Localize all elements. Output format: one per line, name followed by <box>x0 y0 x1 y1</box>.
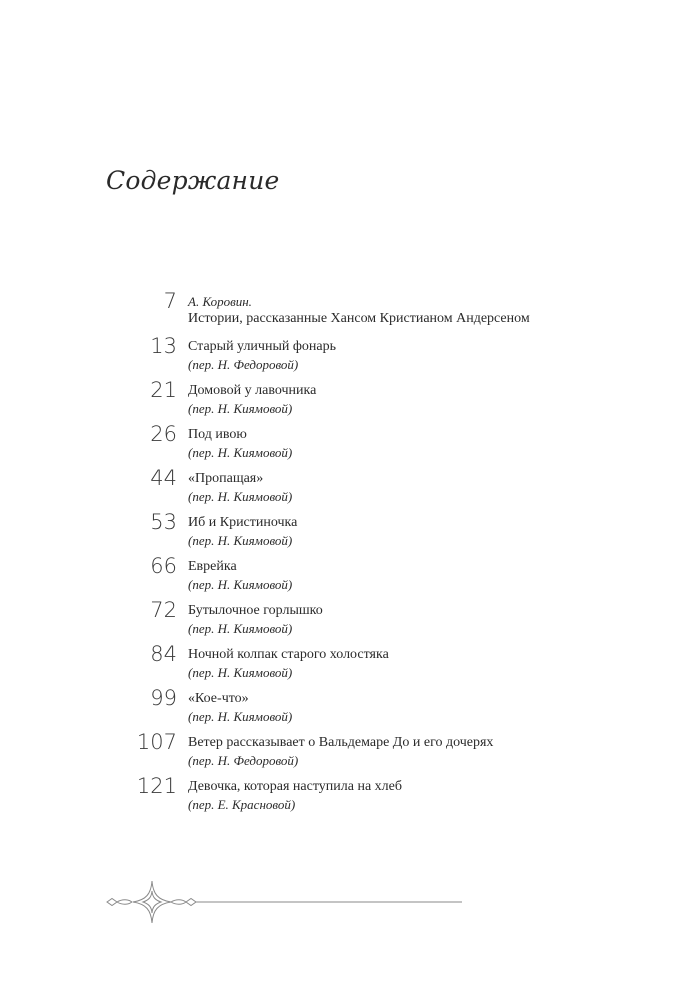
toc-story-title: «Кое-что» <box>188 691 249 706</box>
toc-entry-text <box>188 426 608 461</box>
toc-translator-credit: (пер. Н. Киямовой) <box>188 533 293 548</box>
toc-entry-text <box>188 470 608 505</box>
toc-story-title: Старый уличный фонарь <box>188 339 337 354</box>
toc-author-line: А. Коровин. <box>188 294 252 309</box>
toc-page-number: 99 <box>150 686 177 710</box>
toc-translator-credit: (пер. Н. Киямовой) <box>188 709 293 724</box>
toc-story-title: Бутылочное горлышко <box>188 603 323 618</box>
toc-translator-credit: (пер. Н. Федоровой) <box>188 357 299 372</box>
toc-translator-credit: (пер. Н. Киямовой) <box>188 577 293 592</box>
toc-translator-credit: (пер. Н. Киямовой) <box>188 401 293 416</box>
toc-entry <box>0 553 688 597</box>
toc-translator-credit: (пер. Е. Красновой) <box>188 797 296 812</box>
toc-translator-credit: (пер. Н. Киямовой) <box>188 489 293 504</box>
toc-story-title: Ночной колпак старого холостяка <box>188 647 389 662</box>
toc-entry <box>0 773 688 817</box>
toc-translator-credit: (пер. Н. Федоровой) <box>188 753 299 768</box>
toc-entry <box>0 333 688 377</box>
toc-story-title: Под ивою <box>188 427 247 442</box>
toc-entry-text <box>188 734 608 769</box>
toc-entry-text <box>188 293 608 328</box>
toc-entry <box>0 729 688 773</box>
toc-page-number: 44 <box>150 466 177 490</box>
toc-story-title: Домовой у лавочника <box>188 383 317 398</box>
table-of-contents <box>0 288 688 817</box>
toc-page-number: 26 <box>150 422 177 446</box>
toc-entry-text <box>188 558 608 593</box>
toc-entry <box>0 288 688 333</box>
toc-page-number: 107 <box>136 730 177 754</box>
toc-translator-credit: (пер. Н. Киямовой) <box>188 665 293 680</box>
toc-entry <box>0 509 688 553</box>
toc-entry-text <box>188 690 608 725</box>
toc-entry-text <box>188 514 608 549</box>
toc-entry-text <box>188 602 608 637</box>
decorative-ornament-divider <box>106 880 462 924</box>
toc-entry <box>0 641 688 685</box>
toc-essay-title: Истории, рассказанные Хансом Кристианом Андерсеном <box>188 311 530 326</box>
toc-entry-text <box>188 382 608 417</box>
toc-page-number: 21 <box>150 378 177 402</box>
toc-page-number: 66 <box>150 554 177 578</box>
toc-entry <box>0 421 688 465</box>
toc-entry-text <box>188 338 608 373</box>
toc-page-number: 13 <box>150 334 177 358</box>
toc-story-title: Иб и Кристиночка <box>188 515 298 530</box>
toc-page-number: 121 <box>136 774 177 798</box>
toc-translator-credit: (пер. Н. Киямовой) <box>188 621 293 636</box>
toc-page-number: 84 <box>150 642 177 666</box>
toc-story-title: «Пропащая» <box>188 471 264 486</box>
toc-story-title: Ветер рассказывает о Вальдемаре До и его дочерях <box>188 735 494 750</box>
toc-entry-text <box>188 778 608 813</box>
page-title: Содержание <box>106 166 280 195</box>
toc-story-title: Девочка, которая наступила на хлеб <box>188 779 402 794</box>
toc-entry <box>0 685 688 729</box>
toc-entry <box>0 377 688 421</box>
toc-translator-credit: (пер. Н. Киямовой) <box>188 445 293 460</box>
toc-story-title: Еврейка <box>188 559 237 574</box>
toc-entry <box>0 597 688 641</box>
toc-page-number: 7 <box>163 289 177 313</box>
toc-page-number: 53 <box>150 510 177 534</box>
toc-page-number: 72 <box>150 598 177 622</box>
toc-entry-text <box>188 646 608 681</box>
toc-entry <box>0 465 688 509</box>
